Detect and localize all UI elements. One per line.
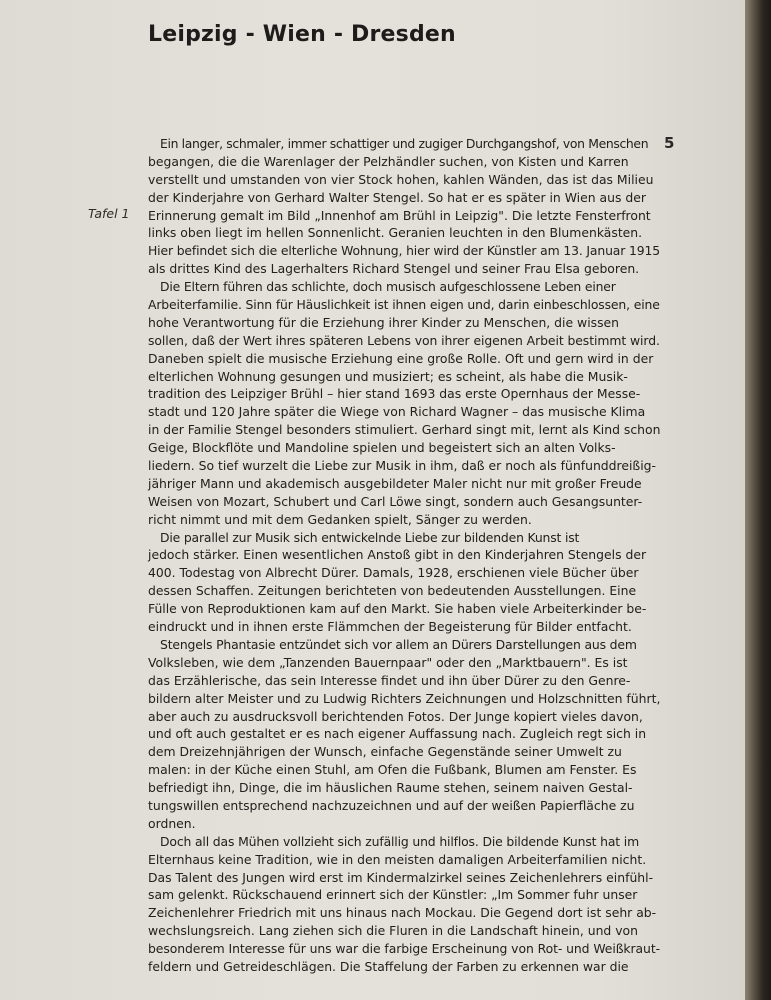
text-line: feldern und Getreideschlägen. Die Staffelung der Farben zu erkennen war die — [148, 958, 629, 974]
text-line: als drittes Kind des Lagerhalters Richard Stengel und seiner Frau Elsa geboren. — [148, 261, 640, 277]
text-line: malen: in der Küche einen Stuhl, am Ofen die Fußbank, Blumen am Fenster. Es — [148, 762, 637, 778]
text-line: Ein langer, schmaler, immer schattiger und zugiger Durchgangshof, von Menschen — [160, 136, 649, 151]
text-line: tungswillen entsprechend nachzuzeichnen und auf der weißen Papierfläche zu — [148, 797, 635, 813]
text-line: Erinnerung gemalt im Bild „Innenhof am Brühl in Leipzig". Die letzte Fensterfront — [148, 207, 651, 223]
text-line: jähriger Mann und akademisch ausgebildeter Maler nicht nur mit großer Freude — [148, 475, 642, 491]
body-text — [148, 135, 660, 976]
text-line: Die Eltern führen das schlichte, doch musisch aufgeschlossene Leben einer — [160, 279, 616, 295]
text-line: Daneben spielt die musische Erziehung eine große Rolle. Oft und gern wird in der — [148, 350, 654, 366]
paragraph — [148, 636, 660, 833]
text-line: bildern alter Meister und zu Ludwig Richters Zeichnungen und Holzschnitten führt, — [148, 690, 661, 706]
text-line: elterlichen Wohnung gesungen und musiziert; es scheint, als habe die Musik- — [148, 368, 628, 384]
text-line: stadt und 120 Jahre später die Wiege von Richard Wagner – das musische Klima — [148, 404, 646, 420]
text-line: hohe Verantwortung für die Erziehung ihrer Kinder zu Menschen, die wissen — [148, 314, 620, 330]
text-line: wechslungsreich. Lang ziehen sich die Fluren in die Landschaft hinein, und von — [148, 923, 638, 939]
text-line: dem Dreizehnjährigen der Wunsch, einfache Gegenstände seiner Umwelt zu — [148, 744, 622, 760]
text-line: eindruckt und in ihnen erste Flämmchen der Begeisterung für Bilder entfacht. — [148, 619, 632, 635]
text-line: aber auch zu ausdrucksvoll berichtenden Fotos. Der Junge kopiert vieles davon, — [148, 708, 643, 724]
text-line: verstellt und umstanden von vier Stock hohen, kahlen Wänden, das ist das Milieu — [148, 171, 654, 187]
text-line: Elternhaus keine Tradition, wie in den meisten damaligen Arbeiterfamilien nicht. — [148, 851, 647, 867]
text-line: Das Talent des Jungen wird erst im Kindermalzirkel seines Zeichenlehrers einfühl- — [148, 869, 654, 885]
text-line: Fülle von Reproduktionen kam auf den Markt. Sie haben viele Arbeiterkinder be- — [148, 601, 647, 617]
book-binding — [745, 0, 771, 1000]
page-number: 5 — [664, 134, 675, 152]
text-line: Die parallel zur Musik sich entwickelnde Liebe zur bildenden Kunst ist — [160, 529, 580, 545]
text-line: befriedigt ihn, Dinge, die im häuslichen Raume stehen, seinem naiven Gestal- — [148, 780, 633, 796]
text-line: dessen Schaffen. Zeitungen berichteten von bedeutenden Ausstellungen. Eine — [148, 583, 637, 599]
paragraph — [148, 833, 660, 976]
text-line: liedern. So tief wurzelt die Liebe zur Musik in ihm, daß er noch als fünfunddreißig- — [148, 458, 657, 474]
text-line: jedoch stärker. Einen wesentlichen Anstoß gibt in den Kinderjahren Stengels der — [148, 547, 647, 563]
text-line: ordnen. — [148, 815, 196, 831]
text-line: begangen, die die Warenlager der Pelzhändler suchen, von Kisten und Karren — [148, 153, 629, 169]
chapter-title: Leipzig - Wien - Dresden — [148, 22, 456, 47]
paragraph — [148, 529, 660, 636]
text-line: Geige, Blockflöte und Mandoline spielen und begeistert sich an alten Volks- — [148, 440, 616, 456]
text-line: Hier befindet sich die elterliche Wohnung, hier wird der Künstler am 13. Januar 1915 — [148, 243, 660, 259]
text-line: links oben liegt im hellen Sonnenlicht. Geranien leuchten in den Blumenkästen. — [148, 225, 643, 241]
text-line: in der Familie Stengel besonders stimuliert. Gerhard singt mit, lernt als Kind schon — [148, 422, 661, 438]
paragraph — [148, 278, 660, 528]
text-line: Arbeiterfamilie. Sinn für Häuslichkeit ist ihnen eigen und, darin einbeschlossen, eine — [148, 297, 660, 313]
text-line: Zeichenlehrer Friedrich mit uns hinaus nach Mockau. Die Gegend dort ist sehr ab- — [148, 905, 657, 921]
text-line: richt nimmt und mit dem Gedanken spielt, Sänger zu werden. — [148, 511, 532, 527]
text-line: sam gelenkt. Rückschauend erinnert sich der Künstler: „Im Sommer fuhr unser — [148, 887, 638, 903]
text-line: tradition des Leipziger Brühl – hier stand 1693 das erste Opernhaus der Messe- — [148, 386, 641, 402]
text-line: der Kinderjahre von Gerhard Walter Stengel. So hat er es später in Wien aus der — [148, 189, 646, 205]
text-line: 400. Todestag von Albrecht Dürer. Damals, 1928, erschienen viele Bücher über — [148, 565, 639, 581]
text-line: Doch all das Mühen vollzieht sich zufällig und hilflos. Die bildende Kunst hat im — [160, 833, 640, 849]
text-line: das Erzählerische, das sein Interesse findet und ihn über Dürer zu den Genre- — [148, 672, 631, 688]
paragraph — [148, 135, 660, 278]
text-line: Stengels Phantasie entzündet sich vor allem an Dürers Darstellungen aus dem — [160, 636, 637, 652]
text-line: Volksleben, wie dem „Tanzenden Bauernpaar" oder den „Marktbauern". Es ist — [148, 654, 628, 670]
margin-note-plate-reference: Tafel 1 — [88, 206, 130, 221]
text-line: und oft auch gestaltet er es nach eigener Auffassung nach. Zugleich regt sich in — [148, 726, 647, 742]
text-line: besonderem Interesse für uns war die farbige Erscheinung von Rot- und Weißkraut- — [148, 941, 661, 957]
text-line: sollen, daß der Wert ihres späteren Lebens von ihrer eigenen Arbeit bestimmt wird. — [148, 332, 660, 348]
text-line: Weisen von Mozart, Schubert und Carl Löwe singt, sondern auch Gesangsunter- — [148, 493, 643, 509]
